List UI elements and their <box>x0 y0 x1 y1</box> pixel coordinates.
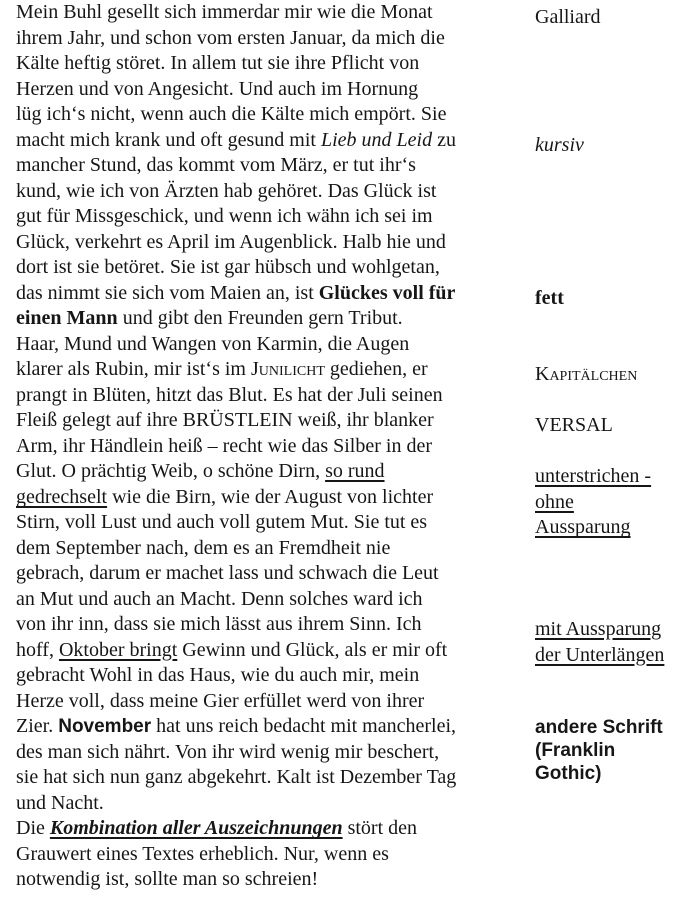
text-segment-normal: gebracht Wohl in das Haus, wie du auch mir, mein <box>16 664 420 686</box>
annotation-unterstrichen-ohne-aussparung <box>535 464 651 541</box>
text-segment-underline: so rund <box>325 460 385 482</box>
text-line <box>16 383 521 409</box>
text-line <box>16 791 521 817</box>
text-segment-bold: Glückes voll für <box>318 281 456 304</box>
text-segment-normal: kund, wie ich von Ärzten hab gehöret. Das Glück ist <box>16 179 437 202</box>
text-segment-normal: wie die Birn, wie der August von lichter <box>107 485 434 508</box>
text-line <box>16 408 521 434</box>
annotation-versal <box>535 413 613 439</box>
text-segment-normal: mancher Stund, das kommt vom März, er tut ihr‘s <box>16 154 416 176</box>
annotation-line: Aussparung <box>535 516 631 538</box>
text-line <box>16 332 521 358</box>
text-segment-normal: Die <box>16 817 50 839</box>
text-segment-normal: und Nacht. <box>16 791 104 814</box>
text-segment-normal: Gewinn und Glück, als er mir oft <box>177 638 448 661</box>
text-segment-bold: einen Mann <box>16 307 118 329</box>
text-segment-normal: hoff, <box>16 638 59 661</box>
text-segment-normal: an Mut und auch an Macht. Denn solches ward ich <box>16 587 423 610</box>
text-line <box>16 612 521 638</box>
text-segment-normal: sie hat sich nun ganz abgekehrt. Kalt ist Dezember Tag <box>16 766 457 788</box>
annotation-mit-aussparung-der-unterlaengen <box>535 617 664 668</box>
text-line <box>16 179 521 205</box>
annotation-line: fett <box>535 287 564 309</box>
text-segment-normal: Kälte heftig störet. In allem tut sie ihre Pflicht von <box>16 52 420 74</box>
text-line <box>16 842 521 868</box>
text-line <box>16 587 521 613</box>
text-line <box>16 765 521 791</box>
annotation-line: ohne <box>535 490 574 513</box>
text-line <box>16 51 521 77</box>
annotation-kursiv <box>535 133 584 159</box>
annotation-line: (Franklin <box>535 740 616 761</box>
annotation-andere-schrift-franklin-gothic <box>535 716 663 785</box>
text-line <box>16 0 521 26</box>
text-segment-normal: gediehen, er <box>324 358 428 380</box>
annotation-line: der Unterlängen <box>535 643 665 666</box>
text-line <box>16 306 521 332</box>
text-line <box>16 255 521 281</box>
text-segment-normal: dort ist sie betöret. Sie ist gar hübsch und wohlgetan, <box>16 256 440 278</box>
text-segment-normal: ihrem Jahr, und schon vom ersten Januar, da mich die <box>16 26 445 49</box>
text-line <box>16 128 521 154</box>
text-line <box>16 230 521 256</box>
text-line <box>16 485 521 511</box>
text-segment-normal: des man sich nährt. Von ihr wird wenig mir beschert, <box>16 740 440 763</box>
text-segment-normal: Zier. <box>16 715 59 737</box>
annotation-line: Kapitälchen <box>535 363 638 385</box>
text-line <box>16 663 521 689</box>
annotation-fett <box>535 286 564 312</box>
text-line <box>16 561 521 587</box>
text-line <box>16 740 521 766</box>
text-segment-normal: weiß, ihr blanker <box>292 409 434 431</box>
text-line <box>16 357 521 383</box>
text-line <box>16 867 521 893</box>
text-segment-sans-bold: November <box>58 716 152 737</box>
text-line <box>16 204 521 230</box>
text-line <box>16 26 521 52</box>
text-line <box>16 434 521 460</box>
annotation-line: VERSAL <box>535 414 613 436</box>
annotation-line: Gothic) <box>535 763 602 784</box>
text-line <box>16 510 521 536</box>
text-segment-normal: zu <box>432 128 456 151</box>
text-line <box>16 459 521 485</box>
annotation-line: andere Schrift <box>535 717 663 738</box>
text-line <box>16 714 521 740</box>
text-segment-normal: Arm, ihr Händlein heiß – recht wie das Silber in der <box>16 434 432 457</box>
annotation-line: kursiv <box>535 134 584 156</box>
annotation-galliard <box>535 5 601 31</box>
text-segment-smallcaps: Junilicht <box>250 358 325 380</box>
text-segment-versal: BRÜSTLEIN <box>182 409 293 431</box>
text-segment-normal: Mein Buhl gesellt sich immerdar mir wie die Monat <box>16 1 433 23</box>
annotation-line: Galliard <box>535 6 601 28</box>
text-segment-normal: Herzen und von Angesicht. Und auch im Hornung <box>16 77 419 100</box>
text-segment-normal: Glut. O prächtig Weib, o schöne Dirn, <box>16 460 326 482</box>
text-line <box>16 638 521 664</box>
text-segment-normal: notwendig ist, sollte man so schreien! <box>16 868 319 890</box>
text-segment-italic: Lieb und Leid <box>320 128 433 151</box>
text-segment-normal: Stirn, voll Lust und auch voll gutem Mut. Sie tut es <box>16 511 428 533</box>
text-segment-normal: und gibt den Freunden gern Tribut. <box>117 307 403 329</box>
text-segment-normal: Haar, Mund und Wangen von Karmin, die Augen <box>16 332 410 355</box>
annotation-line: unterstrichen - <box>535 465 652 487</box>
text-segment-normal: dem September nach, dem es an Fremdheit nie <box>16 536 391 559</box>
text-segment-normal: gut für Missgeschick, und wenn ich wähn ich sei im <box>16 205 433 227</box>
text-segment-normal: macht mich krank und oft gesund mit <box>16 128 321 151</box>
text-segment-normal: Fleiß gelegt auf ihre <box>16 409 183 431</box>
text-segment-normal: von ihr inn, dass sie mich lässt aus ihrem Sinn. Ich <box>16 613 422 635</box>
annotation-column <box>535 0 685 900</box>
text-segment-normal: stört den <box>342 817 418 839</box>
text-segment-normal: Glück, verkehrt es April im Augenblick. Halb hie und <box>16 230 446 253</box>
text-segment-normal: Grauwert eines Textes erheblich. Nur, wenn es <box>16 842 389 865</box>
text-line <box>16 816 521 842</box>
text-segment-underline: gedrechselt <box>16 485 108 508</box>
text-segment-normal: hat uns reich bedacht mit mancherlei, <box>151 715 457 737</box>
text-segment-normal: prangt in Blüten, hitzt das Blut. Es hat der Juli seinen <box>16 383 443 406</box>
text-line <box>16 689 521 715</box>
text-line <box>16 102 521 128</box>
text-segment-normal: das nimmt sie sich vom Maien an, ist <box>16 281 319 304</box>
text-segment-normal: Herze voll, dass meine Gier erfüllet werd von ihrer <box>16 689 425 712</box>
text-segment-combo: Kombination aller Auszeichnungen <box>49 817 343 839</box>
text-line <box>16 281 521 307</box>
text-line <box>16 77 521 103</box>
main-text-column <box>16 0 521 893</box>
text-line <box>16 536 521 562</box>
text-segment-normal: klarer als Rubin, mir ist‘s im <box>16 358 251 380</box>
text-segment-underline-skip: Oktober bringt <box>58 638 178 661</box>
annotation-kapitaelchen <box>535 362 637 388</box>
text-segment-normal: gebrach, darum er machet lass und schwach die Leut <box>16 562 439 584</box>
text-segment-normal: lüg ich‘s nicht, wenn auch die Kälte mich empört. Sie <box>16 103 447 125</box>
text-line <box>16 153 521 179</box>
annotation-line: mit Aussparung <box>535 618 662 640</box>
